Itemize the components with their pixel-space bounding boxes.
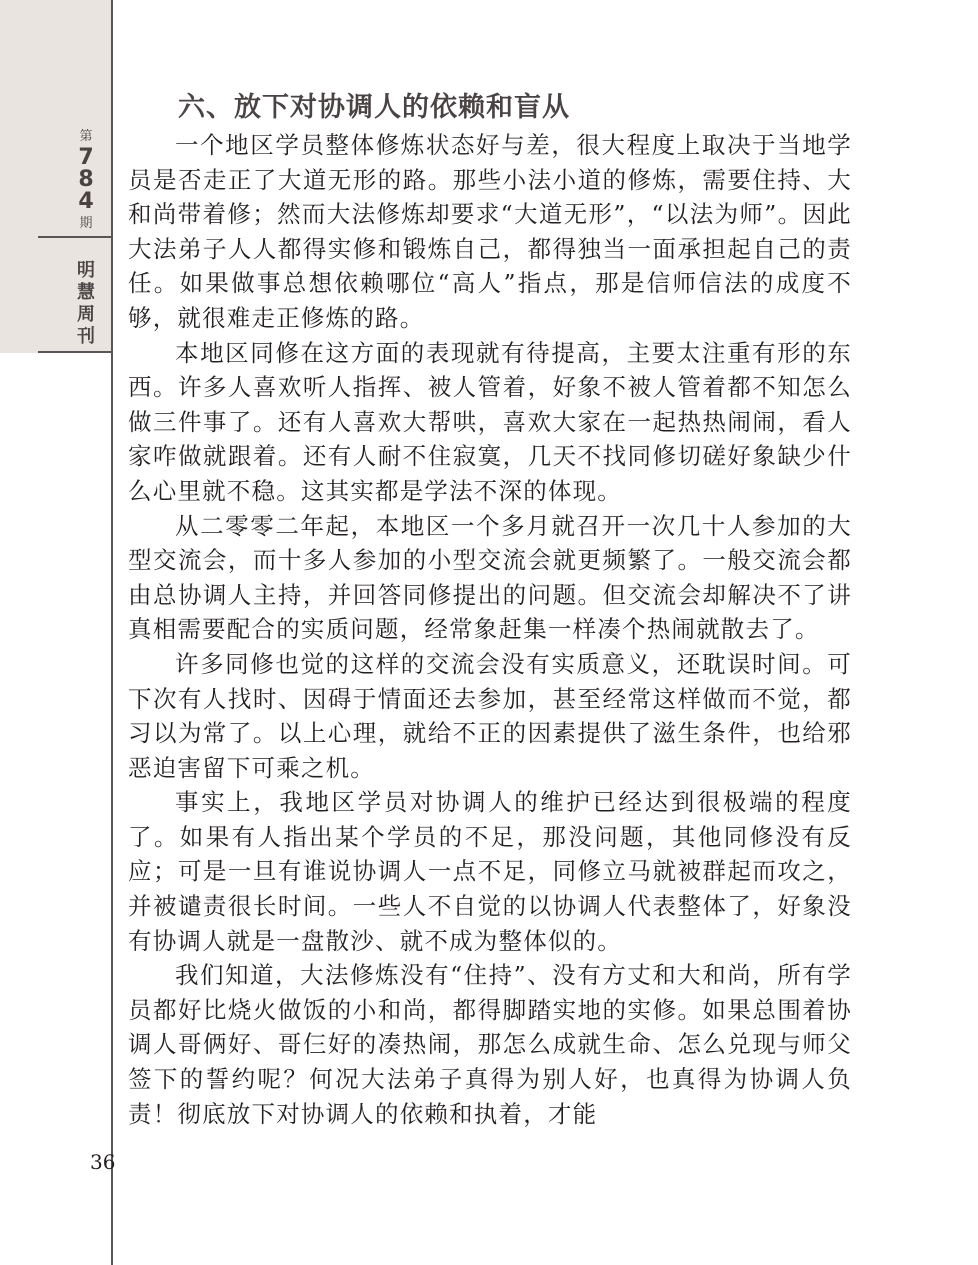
magazine-name (60, 260, 112, 348)
paragraph: 我们知道，大法修炼没有“住持”、没有方丈和大和尚，所有学员都好比烧火做饭的小和尚，都得脚踏实地的实修。如果总围着协调人哥俩好、哥仨好的凑热闹，那怎么成就生命、怎么兑现与师父签下的誓约呢？何况大法弟子真得为别人好，也真得为协调人负责！彻底放下对协调人的依赖和执着，才能 (128, 961, 852, 1128)
issue-prefix: 第 (79, 129, 93, 144)
paragraph: 一个地区学员整体修炼状态好与差，很大程度上取决于当地学员是否走正了大道无形的路。那些小法小道的修炼，需要住持、大和尚带着修；然而大法修炼却要求“大道无形”，“以法为师”。因此大法弟子人人都得实修和锻炼自己，都得独当一面承担起自己的责任。如果做事总想依赖哪位“高人”指点，那是信师信法的成度不够，就很难走正修炼的路。 (128, 131, 852, 332)
magazine-char: 明 (77, 260, 95, 281)
sidebar-divider-top (38, 236, 112, 238)
issue-digit: 7 (78, 145, 94, 170)
page-number: 36 (90, 1150, 116, 1174)
section-title: 六、放下对协调人的依赖和盲从 (178, 92, 570, 123)
issue-number (60, 126, 112, 234)
sidebar-divider-bottom (38, 351, 112, 353)
article-body (128, 88, 852, 1131)
paragraph: 事实上，我地区学员对协调人的维护已经达到很极端的程度了。如果有人指出某个学员的不足，那没问题，其他同修没有反应；可是一旦有谁说协调人一点不足，同修立马就被群起而攻之，并被谴责很长时间。一些人不自觉的以协调人代表整体了，好象没有协调人就是一盘散沙、就不成为整体似的。 (128, 788, 852, 955)
issue-suffix: 期 (79, 216, 93, 231)
issue-digit: 8 (78, 167, 94, 192)
magazine-char: 慧 (77, 282, 95, 303)
paragraph: 从二零零二年起，本地区一个多月就召开一次几十人参加的大型交流会，而十多人参加的小型交流会就更频繁了。一般交流会都由总协调人主持，并回答同修提出的问题。但交流会却解决不了讲真相需要配合的实质问题，经常象赶集一样凑个热闹就散去了。 (128, 511, 852, 644)
issue-digit: 4 (78, 189, 94, 214)
magazine-char: 刊 (77, 326, 95, 347)
paragraph: 许多同修也觉的这样的交流会没有实质意义，还耽误时间。可下次有人找时、因碍于情面还去参加，甚至经常这样做而不觉，都习以为常了。以上心理，就给不正的因素提供了滋生条件，也给邪恶迫害留下可乘之机。 (128, 649, 852, 782)
paragraph: 本地区同修在这方面的表现就有待提高，主要太注重有形的东西。许多人喜欢听人指挥、被人管着，好象不被人管着都不知怎么做三件事了。还有人喜欢大帮哄，喜欢大家在一起热热闹闹，看人家咋做就跟着。还有人耐不住寂寞，几天不找同修切磋好象缺少什么心里就不稳。这其实都是学法不深的体现。 (128, 338, 852, 505)
magazine-char: 周 (77, 304, 95, 325)
